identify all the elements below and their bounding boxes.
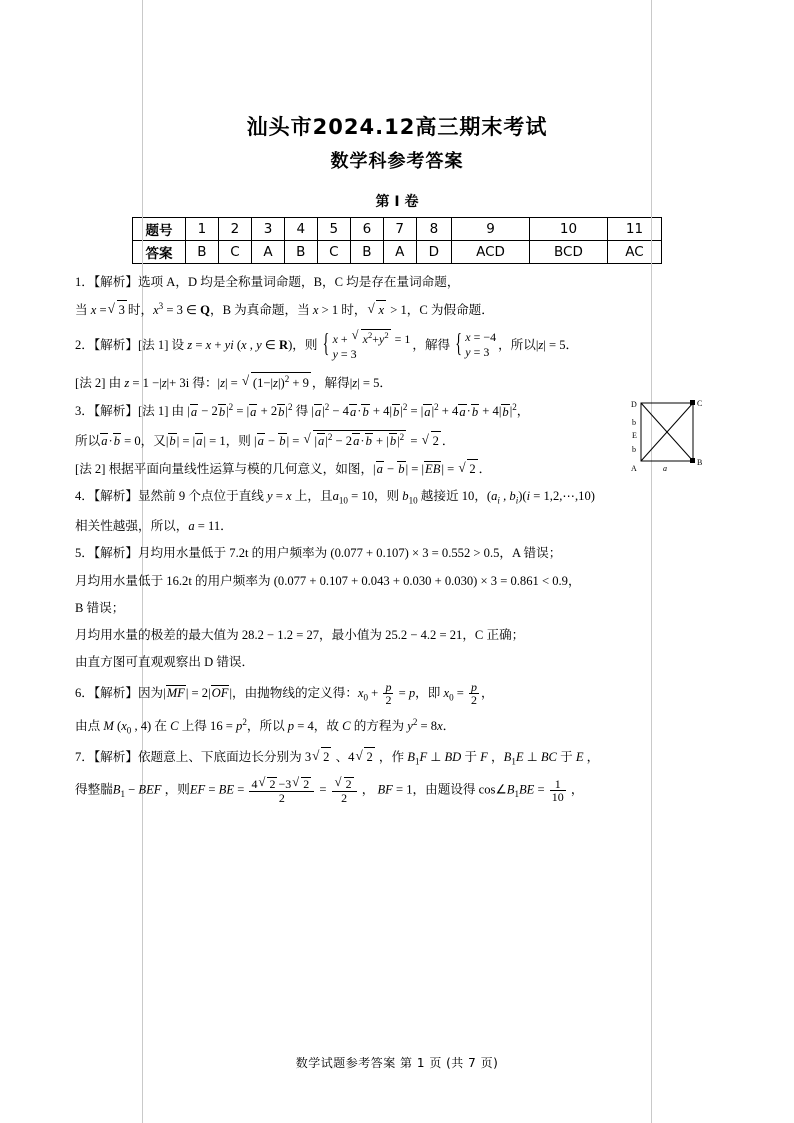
row-header-number: 题号	[133, 218, 186, 241]
cell-answer-8: D	[416, 241, 451, 264]
cell-number-9: 9	[452, 218, 530, 241]
table-row	[133, 241, 662, 264]
svg-text:C: C	[697, 399, 703, 409]
cell-answer-2: C	[218, 241, 251, 264]
solution-7-line-1: 7．【解析】依题意上、下底面边长分别为 3 √ 2 、4 √ 2 ，作 $B_1F$ ⊥ BD 于 F ，$B_1E$ ⊥ BC 于 E ，	[75, 747, 600, 767]
solution-4-line-2: 相关性越强，所以，a = 11．	[75, 519, 233, 534]
cell-answer-6: B	[350, 241, 383, 264]
svg-text:b: b	[632, 418, 636, 428]
cell-answer-1: B	[186, 241, 219, 264]
cell-answer-7: A	[383, 241, 416, 264]
cell-number-10: 10	[529, 218, 607, 241]
solution-6-line-2: 由点 M ($x_0$ , 4) 在 C 上得 $16 = p^2$，所以 p = 4，故 C 的方程为 $y^2 = 8x$．	[75, 716, 456, 736]
solution-5-line-1: 5．【解析】月均用水量低于 7.2t 的用户频率为 (0.077 + 0.107) × 3 = 0.552 > 0.5，A 错误；	[75, 546, 562, 561]
row-header-answer: 答案	[133, 241, 186, 264]
svg-text:D: D	[631, 400, 637, 410]
solution-6-line-1: 6．【解析】因为|MF| = 2|OF|，由抛物线的定义得：$x_0$ + $\frac{p}{2}$ = p，即 $x_0$ = $\frac{p}{2}$ ，	[75, 679, 494, 708]
solution-5-line-5: 由直方图可直观观察出 D 错误．	[75, 655, 255, 670]
cell-answer-10: BCD	[529, 241, 607, 264]
page-footer: 数学试题参考答案 第 1 页 (共 7 页)	[295, 1056, 499, 1070]
solution-3-line-1: D C b E b B A a 3．【解析】[法 1] 由 $|a - 2b|^2 = |a + 2b|^2$ 得 $|a|^2 - 4a\cdot b + 4|b|^2 = |a|^2 + 4a\cdot b + 4|b|^2$，	[75, 401, 719, 420]
section-label: 第 I 卷	[375, 194, 419, 210]
solution-4-line-1: 4．【解析】显然前 9 个点位于直线 y = x 上，且$a_{10} = 10$，则 $b_{10}$ 越接近 10，($a_i$ , $b_i)(i$ = 1,2,⋯,10)	[75, 489, 595, 506]
page-subtitle: 数学科参考答案	[330, 151, 464, 172]
solution-2-line-2: [法 2] 由 z = 1 −|z|+ 3i 得：|z| = √ $(1-|z|)^2 + 9$ ，解得|z| = 5．	[75, 372, 719, 392]
answer-key-table	[132, 217, 662, 264]
cell-number-2: 2	[218, 218, 251, 241]
solution-1-line-2: 当 x = √ 3 时，$x^3 = 3$ ∈ Q，B 为真命题，当 x > 1 时， √ x > 1，C 为假命题．	[75, 300, 719, 319]
solution-3-line-3: [法 2] 根据平面向量线性运算与模的几何意义，如图，|a − b| = |EB| = √ 2 ．	[75, 459, 719, 478]
svg-text:a: a	[663, 464, 667, 474]
solution-5-line-2: 月均用水量低于 16.2t 的用户频率为 (0.077 + 0.107 + 0.043 + 0.030 + 0.030) × 3 = 0.861 < 0.9，	[75, 573, 581, 588]
svg-text:b: b	[632, 445, 636, 455]
solutions-body	[75, 273, 719, 804]
cell-answer-3: A	[252, 241, 285, 264]
table-row	[133, 218, 662, 241]
solution-1-line-1: 1．【解析】选项 A，D 均是全称量词命题，B，C 均是存在量词命题，	[75, 275, 460, 289]
solution-3-line-2: 所以a·b = 0，又|b| = |a| = 1，则 |a − b| = √ $|a|^2 - 2a\cdot b + |b|^2$ = √ 2 ．	[75, 430, 719, 450]
cell-number-3: 3	[252, 218, 285, 241]
svg-text:B: B	[697, 458, 703, 468]
cell-number-7: 7	[383, 218, 416, 241]
cell-number-5: 5	[317, 218, 350, 241]
solution-2-line-1: 2．【解析】[法 1] 设 z = x + yi (x , y ∈ R)，则 { x + √ $x^2+y^2 = 1$ y = 3 ，解得 { x = −4 y = 3 ，所以|z| = 5．	[75, 327, 579, 361]
page-title: 汕头市2024.12高三期末考试	[246, 115, 548, 139]
solution-5-line-4: 月均用水量的极差的最大值为 28.2 − 1.2 = 27，最小值为 25.2 − 4.2 = 21，C 正确；	[75, 628, 525, 643]
cell-number-1: 1	[186, 218, 219, 241]
cell-number-4: 4	[284, 218, 317, 241]
cell-answer-5: C	[317, 241, 350, 264]
solution-5-line-3: B 错误；	[75, 600, 125, 615]
cell-number-6: 6	[350, 218, 383, 241]
solution-7-line-2: 得整腨$B_1$ − BEF ，则EF = BE = 4 √ 2 −3 √ 2 2 = √ 2 2 ， BF = 1，由题设得 $\cos\angle B_1BE$ = $\frac{1}{10}$ ，	[75, 775, 584, 805]
cell-number-8: 8	[416, 218, 451, 241]
cell-answer-11: AC	[607, 241, 661, 264]
cell-answer-9: ACD	[452, 241, 530, 264]
svg-text:A: A	[631, 464, 637, 474]
cell-answer-4: B	[284, 241, 317, 264]
cell-number-11: 11	[607, 218, 661, 241]
svg-text:E: E	[632, 431, 637, 441]
